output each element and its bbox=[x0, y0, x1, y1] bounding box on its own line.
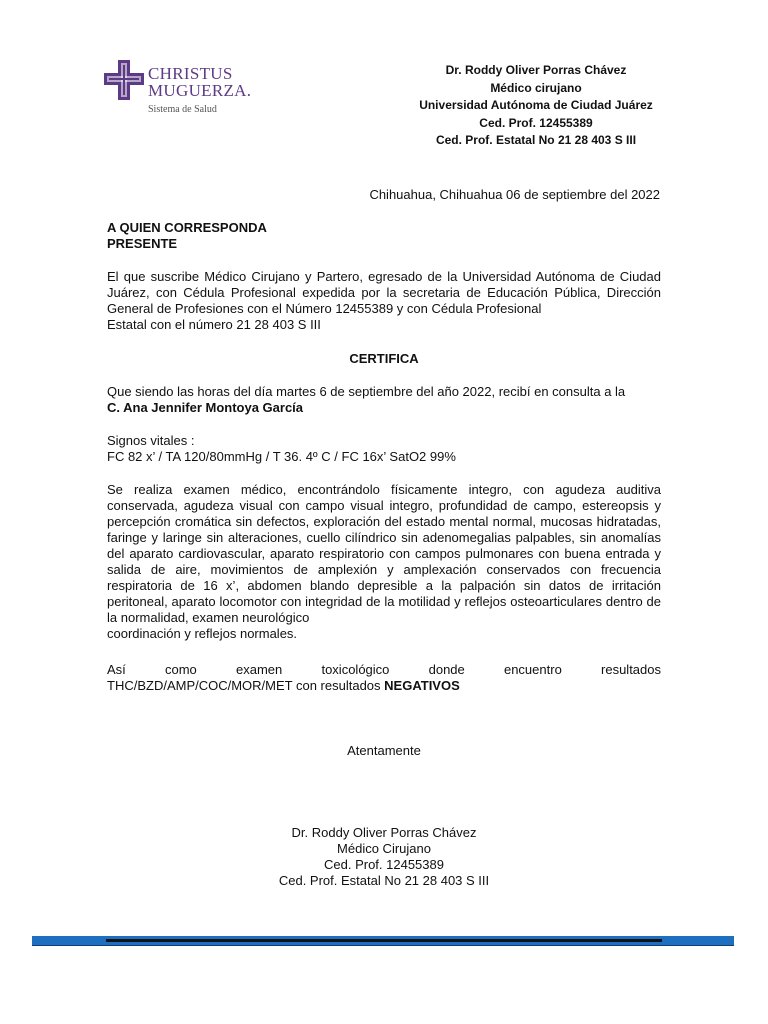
signature-name: Dr. Roddy Oliver Porras Chávez bbox=[291, 825, 477, 840]
exam-paragraph bbox=[107, 482, 661, 642]
header-ced-prof: Ced. Prof. 12455389 bbox=[479, 115, 593, 130]
doctor-header bbox=[400, 62, 672, 150]
christus-cross-icon bbox=[104, 60, 144, 100]
exam-paragraph-body: Se realiza examen médico, encontrándolo físicamente integro, con agudeza auditiva conservada, agudeza visual con campo visual integro, profundidad de campo, estereopsis y percepción cromática sin defectos, exploración del estado mental normal, mucosas hidratadas, faringe y laringe sin alteraciones, cuello cilíndrico sin adenomegalias palpables, sin anomalías del aparato cardiovascular, aparato respiratorio con campos pulmonares con buena entrada y salida de aire, movimientos de amplexión y amplexación conservados con frecuencia respiratoria de 16 x’, abdomen blando depresible a la palpación sin datos de irritación peritoneal, aparato locomotor con integridad de la motilidad y reflejos osteoarticulares dentro de la normalidad, examen neurológico bbox=[107, 482, 661, 625]
vital-signs-values: FC 82 x’ / TA 120/80mmHg / T 36. 4º C / FC 16x’ SatO2 99% bbox=[107, 449, 456, 464]
addressee-line-2: PRESENTE bbox=[107, 236, 178, 251]
toxicology-paragraph bbox=[107, 662, 661, 694]
logo-line-2: MUGUERZA. bbox=[148, 81, 252, 100]
consult-paragraph: Que siendo las horas del día martes 6 de septiembre del año 2022, recibí en consulta a la bbox=[107, 384, 626, 399]
closing: Atentamente bbox=[347, 743, 421, 758]
vital-signs bbox=[107, 433, 456, 465]
signature-ced-prof: Ced. Prof. 12455389 bbox=[324, 857, 444, 872]
christus-muguerza-logo bbox=[104, 60, 274, 120]
header-doctor-name: Dr. Roddy Oliver Porras Chávez bbox=[445, 63, 627, 77]
signature-title: Médico Cirujano bbox=[337, 841, 431, 856]
addressee-line-1: A QUIEN CORRESPONDA bbox=[107, 220, 267, 235]
header-ced-estatal: Ced. Prof. Estatal No 21 28 403 S III bbox=[435, 133, 637, 147]
vital-signs-label: Signos vitales : bbox=[107, 433, 195, 448]
logo-tagline: Sistema de Salud bbox=[148, 104, 217, 115]
logo-line-1: CHRISTUS bbox=[148, 64, 233, 83]
exam-paragraph-last-line: coordinación y reflejos normales. bbox=[107, 626, 298, 641]
addressee bbox=[107, 220, 267, 252]
header-doctor-title: Médico cirujano bbox=[490, 80, 582, 95]
certifica-heading: CERTIFICA bbox=[349, 351, 419, 366]
intro-paragraph: El que suscribe Médico Cirujano y Partero, egresado de la Universidad Autónoma de Ciudad Juárez, con Cédula Profesional expedida por la secretaria de Educación Pública, Dirección General de Profesiones con el Número 12455389 y con Cédula Profesional bbox=[107, 269, 661, 316]
intro-paragraph-last-line: Estatal con el número 21 28 403 S III bbox=[107, 317, 321, 332]
patient-name: C. Ana Jennifer Montoya García bbox=[107, 400, 304, 415]
signature-ced-estatal: Ced. Prof. Estatal No 21 28 403 S III bbox=[278, 873, 490, 888]
toxicology-line-1: Así como examen toxicológico donde encuentro resultados bbox=[107, 662, 661, 677]
signature-block bbox=[107, 825, 661, 889]
toxicology-result: NEGATIVOS bbox=[384, 678, 460, 693]
logo-wordmark bbox=[148, 65, 251, 99]
document-date: Chihuahua, Chihuahua 06 de septiembre del 2022 bbox=[369, 187, 660, 202]
footer-line bbox=[106, 939, 662, 942]
header-university: Universidad Autónoma de Ciudad Juárez bbox=[419, 98, 653, 112]
toxicology-line-2: THC/BZD/AMP/COC/MOR/MET con resultados bbox=[107, 678, 385, 693]
